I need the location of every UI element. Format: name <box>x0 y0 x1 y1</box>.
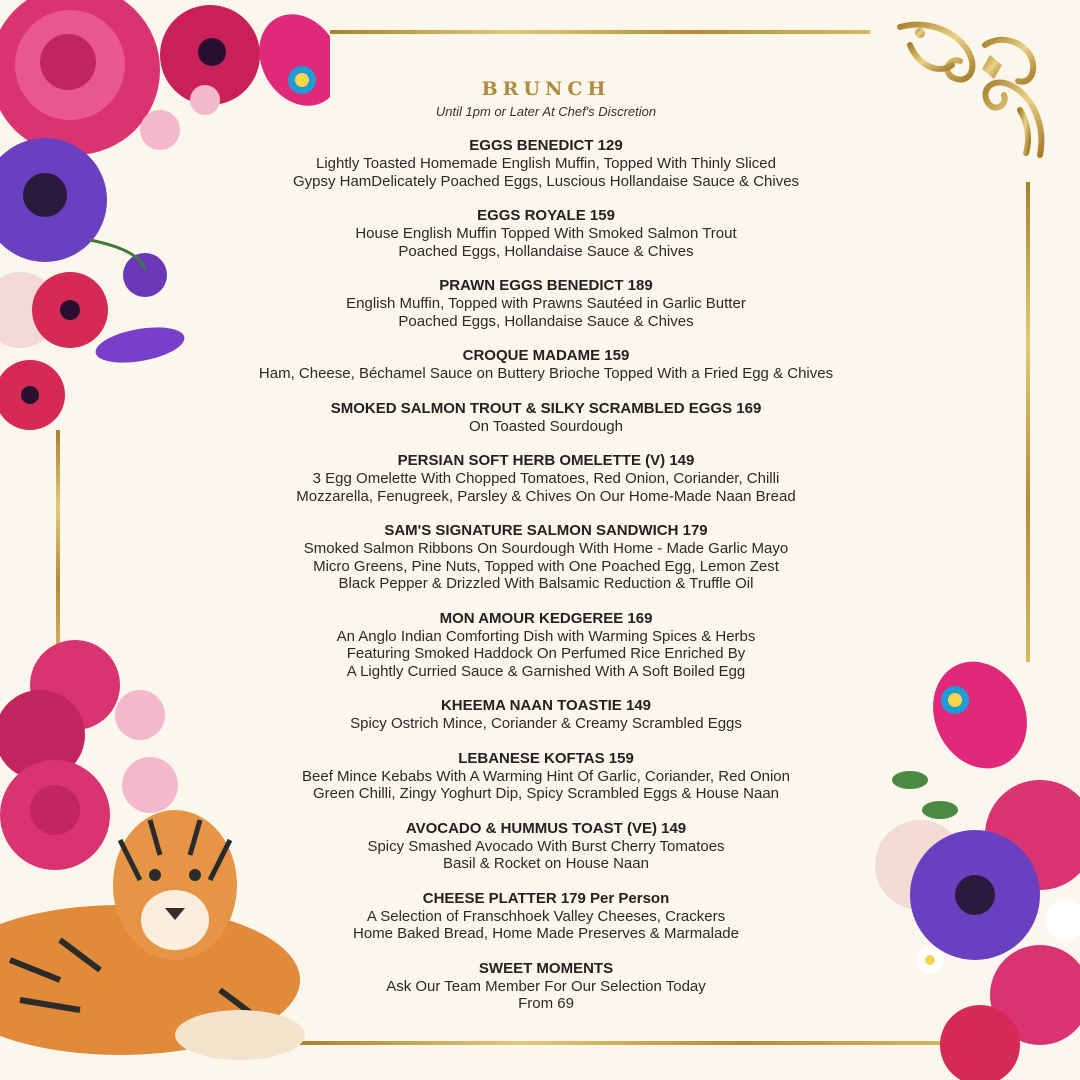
menu-item-desc: Smoked Salmon Ribbons On Sourdough With Home - Made Garlic Mayo <box>303 540 789 557</box>
menu-item <box>150 610 942 681</box>
menu-item-name: AVOCADO & HUMMUS TOAST (VE) 149 <box>405 819 687 837</box>
menu-item-desc: A Selection of Franschhoek Valley Cheeses, Crackers <box>366 907 726 925</box>
menu-item-desc: Featuring Smoked Haddock On Perfumed Rice Enriched By <box>346 645 746 662</box>
menu-item-desc: Mozzarella, Fenugreek, Parsley & Chives On Our Home-Made Naan Bread <box>296 487 796 505</box>
menu-item-name: LEBANESE KOFTAS 159 <box>458 749 634 767</box>
menu-item-desc: On Toasted Sourdough <box>468 417 623 435</box>
menu-item-desc: Lightly Toasted Homemade English Muffin, Topped With Thinly Sliced <box>316 155 776 172</box>
menu-item-desc: Ask Our Team Member For Our Selection Today <box>386 977 706 995</box>
menu-item <box>150 137 942 190</box>
menu-item <box>150 452 942 505</box>
brunch-menu <box>150 74 942 1030</box>
menu-item-desc: From 69 <box>518 995 574 1012</box>
menu-item <box>150 960 942 1013</box>
menu-item-name: EGGS ROYALE 159 <box>477 207 615 224</box>
menu-subtitle: Until 1pm or Later At Chef's Discretion <box>435 104 657 119</box>
menu-item-desc: Gypsy HamDelicately Poached Eggs, Luscious Hollandaise Sauce & Chives <box>292 172 800 190</box>
menu-item-desc: Spicy Smashed Avocado With Burst Cherry Tomatoes <box>367 837 725 855</box>
menu-item-desc: Basil & Rocket on House Naan <box>443 855 649 872</box>
menu-item-name: MON AMOUR KEDGEREE 169 <box>439 609 653 627</box>
menu-item-name: EGGS BENEDICT 129 <box>469 137 623 154</box>
menu-item <box>150 347 942 383</box>
menu-item-name: PERSIAN SOFT HERB OMELETTE (V) 149 <box>397 452 695 469</box>
menu-title: BRUNCH <box>481 78 611 100</box>
menu-item-name: PRAWN EGGS BENEDICT 189 <box>439 277 653 294</box>
menu-item <box>150 750 942 803</box>
menu-item-name: KHEEMA NAAN TOASTIE 149 <box>440 697 652 714</box>
menu-item <box>150 207 942 260</box>
menu-item-desc: English Muffin, Topped with Prawns Sautéed in Garlic Butter <box>346 295 746 312</box>
menu-item-desc: An Anglo Indian Comforting Dish with Warming Spices & Herbs <box>336 627 756 645</box>
menu-item-desc: Black Pepper & Drizzled With Balsamic Reduction & Truffle Oil <box>338 575 754 592</box>
menu-item-desc: Green Chilli, Zingy Yoghurt Dip, Spicy Scrambled Eggs & House Naan <box>312 785 780 802</box>
menu-item-desc: Home Baked Bread, Home Made Preserves & Marmalade <box>352 925 739 942</box>
menu-item-desc: Ham, Cheese, Béchamel Sauce on Buttery Brioche Topped With a Fried Egg & Chives <box>258 365 834 382</box>
menu-item-name: SAM'S SIGNATURE SALMON SANDWICH 179 <box>384 522 708 539</box>
menu-item-name: CHEESE PLATTER 179 Per Person <box>422 889 670 907</box>
menu-item-desc: Beef Mince Kebabs With A Warming Hint Of Garlic, Coriander, Red Onion <box>302 767 790 785</box>
menu-item-name: SMOKED SALMON TROUT & SILKY SCRAMBLED EGGS 169 <box>330 399 762 417</box>
menu-item <box>150 697 942 733</box>
menu-item-desc: Spicy Ostrich Mince, Coriander & Creamy Scrambled Eggs <box>350 715 742 732</box>
menu-item-desc: Poached Eggs, Hollandaise Sauce & Chives <box>398 242 694 260</box>
menu-item <box>150 522 942 593</box>
menu-item-desc: Poached Eggs, Hollandaise Sauce & Chives <box>398 312 694 330</box>
menu-item <box>150 277 942 330</box>
menu-item-desc: A Lightly Curried Sauce & Garnished With A Soft Boiled Egg <box>346 662 746 680</box>
menu-item-desc: House English Muffin Topped With Smoked Salmon Trout <box>355 225 737 242</box>
menu-item <box>150 820 942 873</box>
menu-item <box>150 400 942 436</box>
menu-item-desc: 3 Egg Omelette With Chopped Tomatoes, Red Onion, Coriander, Chilli <box>312 470 780 487</box>
menu-item-desc: Micro Greens, Pine Nuts, Topped with One Poached Egg, Lemon Zest <box>313 557 779 575</box>
menu-item-name: CROQUE MADAME 159 <box>462 347 630 364</box>
menu-item <box>150 890 942 943</box>
menu-item-name: SWEET MOMENTS <box>478 959 614 977</box>
